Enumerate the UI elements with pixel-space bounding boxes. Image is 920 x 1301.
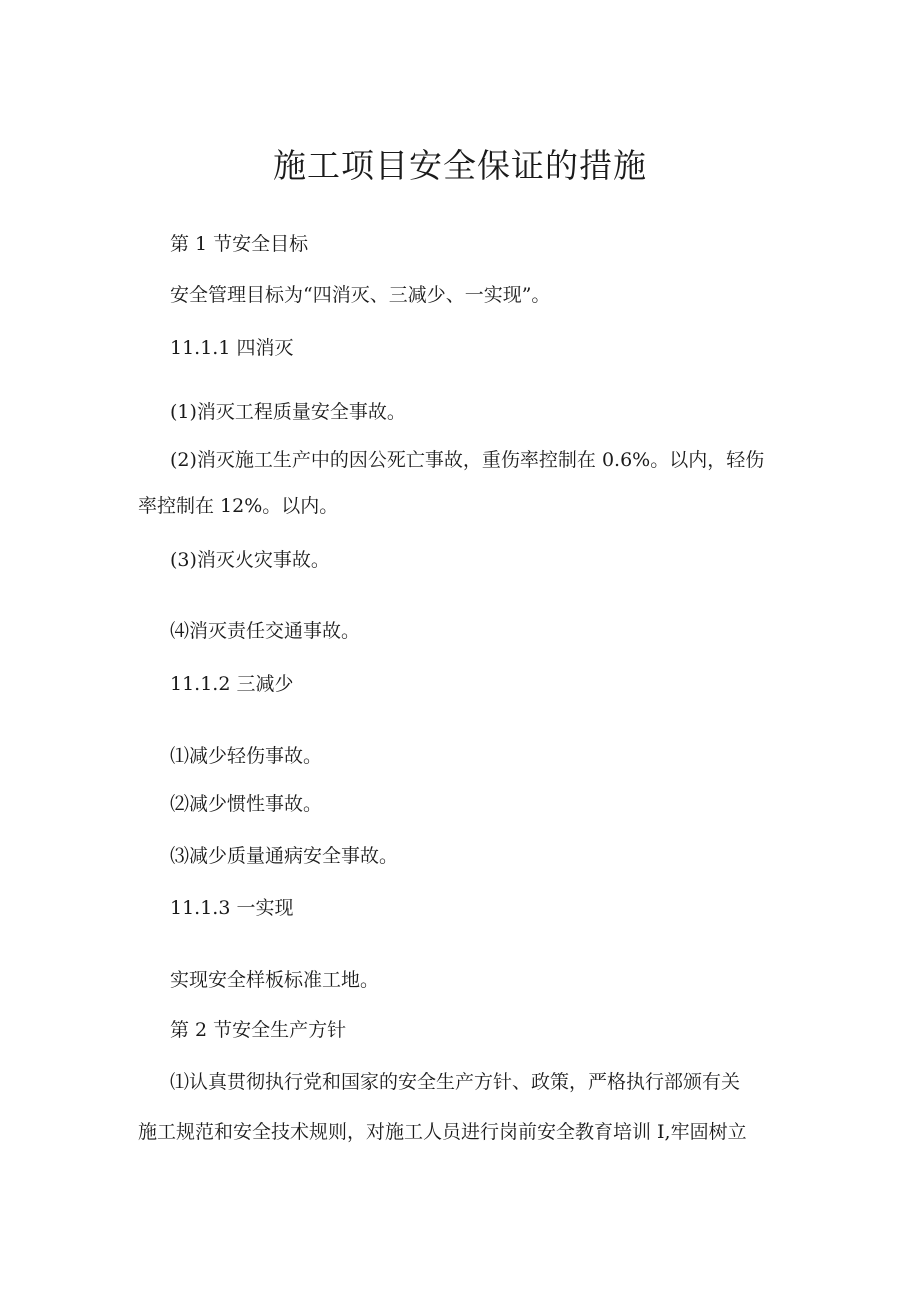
list-item-continuation: 率控制在 12%。以内。	[138, 495, 339, 517]
list-item: (3)消灭火灾事故。	[170, 549, 330, 571]
document-title: 施工项目安全保证的措施	[273, 146, 647, 185]
section-1-heading: 第 1 节安全目标	[170, 233, 309, 255]
list-item: ⑴认真贯彻执行党和国家的安全生产方针、政策，严格执行部颁有关	[170, 1071, 741, 1093]
list-item: (1)消灭工程质量安全事故。	[170, 401, 406, 423]
list-item: ⑶减少质量通病安全事故。	[170, 845, 399, 867]
subsection-heading: 11.1.3 一实现	[170, 897, 294, 919]
section-2-heading: 第 2 节安全生产方针	[170, 1019, 347, 1041]
paragraph: 安全管理目标为“四消灭、三减少、一实现”。	[170, 284, 551, 306]
subsection-heading: 11.1.2 三减少	[170, 673, 294, 695]
list-item-continuation: 施工规范和安全技术规则，对施工人员进行岗前安全教育培训 I,牢固树立	[138, 1121, 747, 1143]
list-item: ⑴减少轻伤事故。	[170, 745, 323, 767]
list-item: ⑷消灭责任交通事故。	[170, 620, 361, 642]
list-item: ⑵减少惯性事故。	[170, 793, 323, 815]
paragraph: 实现安全样板标准工地。	[170, 969, 380, 991]
list-item: (2)消灭施工生产中的因公死亡事故，重伤率控制在 0.6%。以内，轻伤	[170, 449, 765, 471]
subsection-heading: 11.1.1 四消灭	[170, 337, 294, 359]
